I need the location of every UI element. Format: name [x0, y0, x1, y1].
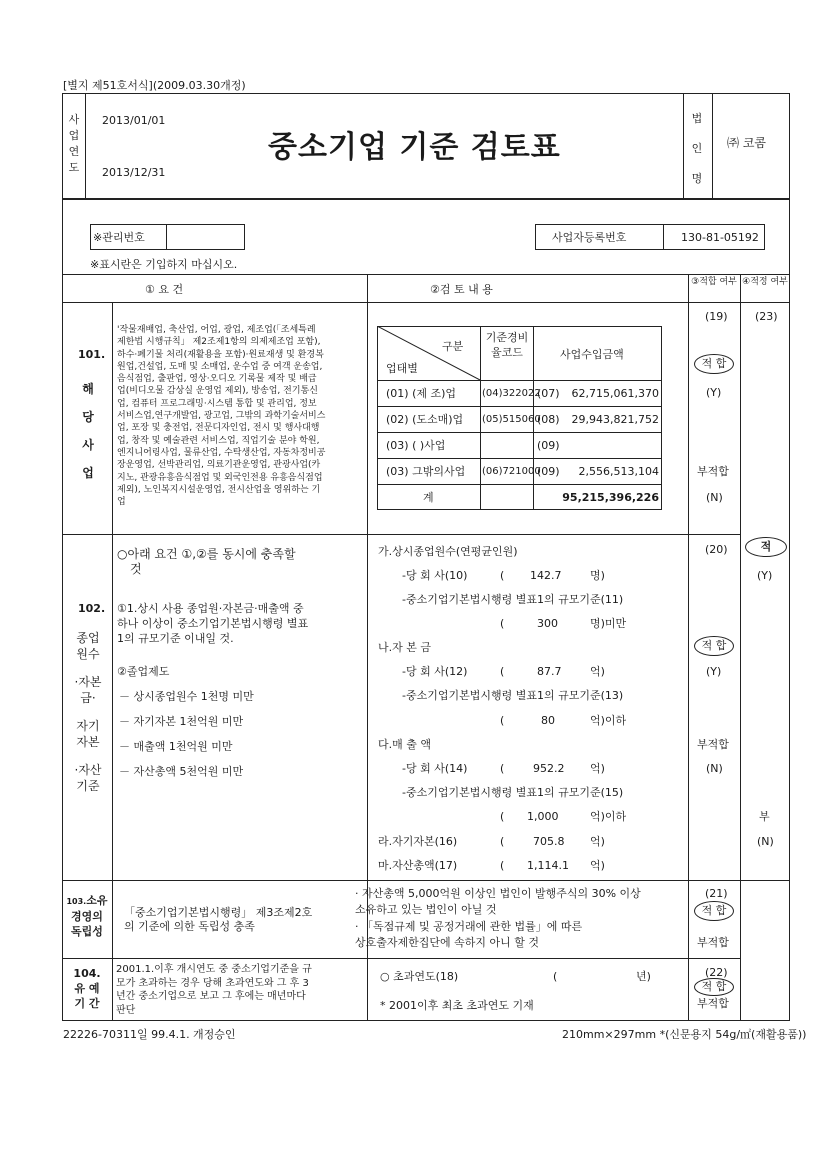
s102-c-company: -당 회 사(14) [402, 762, 468, 775]
table-row-name: (03) 그밖의사업 [386, 465, 466, 478]
s102-a-std-value: 300 [537, 617, 558, 630]
s103-review: 소유하고 있는 법인이 아닐 것 [355, 903, 497, 916]
mgmt-number-field [167, 225, 244, 249]
s102-b-value: 87.7 [537, 665, 562, 678]
s103-review: 상호출자제한집단에 속하지 아니 할 것 [355, 936, 540, 949]
corp-name: ㈜ 코콤 [727, 136, 766, 150]
s102-c-title: 다.매 출 액 [378, 738, 431, 751]
table-total-label: 계 [423, 491, 434, 504]
s102-req-item: － 상시종업원수 1천명 미만 [119, 690, 254, 703]
table-row-no: (09) [537, 465, 560, 478]
s101-fit-n: (N) [706, 491, 723, 504]
s103-fit-number: (21) [705, 887, 728, 900]
s102-final-yes: 적 [745, 537, 787, 557]
s102-req-item: － 자산총액 5천억원 미만 [119, 765, 244, 778]
table-row-name: (02) (도소매)업 [386, 413, 464, 426]
col-final: ④적정 여부 [742, 277, 788, 287]
s102-fit-number: (20) [705, 543, 728, 556]
s104-title: 104. 유 예 기 간 [73, 967, 101, 1010]
s102-e-value: 1,114.1 [527, 859, 569, 872]
s104-requirement: 2001.1.이후 개시연도 중 중소기업기준을 규 모가 초과하는 경우 당해 초과연도와 그 후 3 년간 중소기업으로 보고 그 후에는 매년마다 판단 [116, 964, 312, 1016]
table-row-no: (07) [537, 387, 560, 400]
s104-review-note: * 2001이후 최초 초과연도 기재 [380, 999, 534, 1012]
s103-req: 의 기준에 의한 독립성 충족 [124, 920, 255, 933]
s102-b-std: -중소기업기본법시행령 별표1의 규모기준(13) [402, 689, 624, 702]
table-row-amount: 29,943,821,752 [571, 413, 659, 426]
table-head-amount: 사업수입금액 [560, 348, 624, 361]
s102-b-title: 나.자 본 금 [378, 641, 431, 654]
s102-intro-1: ○아래 요건 ①,②를 동시에 충족할 [117, 547, 296, 561]
s102-req-one: 1의 규모기준 이내일 것. [117, 632, 234, 645]
s102-title: 종업 원수 ·자본 금· 자기 자본 ·자산 기준 [74, 631, 102, 793]
s103-req: 「중소기업기본법시행령」 제3조제2호 [124, 906, 313, 919]
s102-c-std-unit: 억)이하 [590, 810, 627, 823]
corp-label: 법인명 [691, 112, 703, 185]
s102-c-std: -중소기업기본법시행령 별표1의 규모기준(15) [402, 786, 624, 799]
s102-fit-y: (Y) [706, 665, 722, 678]
s103-fit-yes: 적 합 [694, 901, 734, 921]
period-start: 2013/01/01 [102, 114, 166, 127]
s102-c-unit: 억) [590, 762, 605, 775]
table-row-amount: 2,556,513,104 [578, 465, 659, 478]
s102-a-unit: 명) [590, 569, 605, 582]
table-row-no: (08) [537, 413, 560, 426]
reg-label: 사업자등록번호 [552, 231, 627, 244]
paren: ( [500, 665, 505, 678]
table-row-code: (06)721000 [482, 466, 541, 477]
s102-e-unit: 억) [590, 859, 605, 872]
s101-fit-no: 부적합 [697, 465, 729, 478]
table-row-code: (04)322022 [482, 388, 541, 399]
s102-final-no: 부 [759, 810, 770, 823]
paren: ( [500, 569, 505, 582]
s101-number: 101. [78, 348, 106, 361]
col-review: ②검 토 내 용 [430, 283, 493, 296]
footer-left: 22226-70311일 99.4.1. 개정승인 [63, 1028, 236, 1041]
paren: ( [500, 835, 505, 848]
paren: ( [500, 617, 505, 630]
s102-a-std: -중소기업기본법시행령 별표1의 규모기준(11) [402, 593, 624, 606]
s102-b-std-unit: 억)이하 [590, 714, 627, 727]
s102-d-value: 705.8 [533, 835, 565, 848]
s102-number: 102. [78, 602, 106, 615]
table-row-name: (03) ( )사업 [386, 439, 446, 452]
s102-req-item: － 매출액 1천억원 미만 [119, 740, 233, 753]
paren: ( [500, 859, 505, 872]
paren: ( [500, 762, 505, 775]
col-fit: ③적합 여부 [691, 277, 737, 287]
s103-fit-no: 부적합 [697, 936, 729, 949]
s102-final-n: (N) [757, 835, 774, 848]
s104-fit-no: 부적합 [697, 997, 729, 1010]
form-code: [별지 제51호서식](2009.03.30개정) [63, 79, 246, 92]
s102-intro-2: 것 [130, 562, 142, 576]
col-requirement: ① 요 건 [145, 283, 184, 296]
table-row-no: (09) [537, 439, 560, 452]
paren: ( [500, 810, 505, 823]
s102-fit-yes: 적 합 [694, 636, 734, 656]
s102-a-value: 142.7 [530, 569, 562, 582]
s102-req-two: ②졸업제도 [117, 665, 170, 678]
s102-req-one: 하나 이상이 중소기업기본법시행령 별표 [117, 617, 309, 630]
s102-a-company: -당 회 사(10) [402, 569, 468, 582]
s102-d-unit: 억) [590, 835, 605, 848]
s101-requirement: '작물재배업, 축산업, 어업, 광업, 제조업(「조세특례 제한법 시행규칙」 제2조제1항의 의제제조업 포함), 하수·폐기물 처리(재활용을 포함)·원료재생 및 환경복 원업,건설업, 도매 및 소매업, 운수업 중 여객 운송업, 음식점업, 출판업, 영상·오디오 기록물 제작 및 배급 업(비디오물 감상실 운영업 제외), 방송업, 전기통신 업, 컴퓨터 프로그래밍·시스템 통합 및 관리업, 정보 서비스업,연구개발업, 광고업, 그밖의 과학기술서비스 업, 포장 및 충전업, 전문디자인업, 전시 및 행사대행 업, 창작 및 예술관련 서비스업, 직업기술 분야 학원, 엔지니어링사업, 물류산업, 수탁생산업, 자동차정비공 장운영업, 선박관리업, 의료기관운영업, 관광사업(카 지노, 관광유흥음식점업 및 외국인전용 유흥음식점업 제외), 노인복지시설운영업, 전시산업을 영위하는 기 업 [117, 325, 326, 508]
table-head-gubun: 구분 [442, 340, 464, 353]
table-row-amount: 62,715,061,370 [571, 387, 659, 400]
table-row-name: (01) (제 조)업 [386, 387, 457, 400]
s101-fit-yes: 적 합 [694, 354, 734, 374]
s102-b-unit: 억) [590, 665, 605, 678]
s102-b-std-value: 80 [541, 714, 555, 727]
s102-req-item: － 자기자본 1천억원 미만 [119, 715, 244, 728]
mgmt-label: ※관리번호 [93, 231, 145, 244]
period-end: 2013/12/31 [102, 166, 166, 179]
page-title: 중소기업 기준 검토표 [268, 130, 561, 165]
s102-final-y: (Y) [757, 569, 773, 582]
s102-req-one: ①1.상시 사용 종업원·자본금·매출액 중 [117, 602, 304, 615]
s102-a-std-unit: 명)미만 [590, 617, 627, 630]
s102-a-title: 가.상시종업원수(연평균인원) [378, 545, 518, 558]
period-label: 사업연도 [68, 113, 80, 174]
paren: ( [500, 714, 505, 727]
s102-fit-no: 부적합 [697, 738, 729, 751]
s101-fit-number: (19) [705, 310, 728, 323]
reg-number: 130-81-05192 [681, 231, 759, 244]
s103-review: · 「독점규제 및 공정거래에 관한 법률」에 따른 [355, 920, 583, 933]
s102-c-value: 952.2 [533, 762, 565, 775]
s101-title: 해당사업 [82, 382, 94, 480]
table-head-code: 기준경비율코드 [485, 331, 529, 359]
footer-right: 210mm×297mm *(신문용지 54g/㎡(재활용품)) [562, 1028, 807, 1041]
s102-c-std-value: 1,000 [527, 810, 559, 823]
s104-fit-yes: 적 합 [694, 978, 734, 996]
s102-d-title: 라.자기자본(16) [378, 835, 458, 848]
s104-fit-number: (22) [705, 966, 728, 979]
s103-review: · 자산총액 5,000억원 이상인 법인이 발행주식의 30% 이상 [355, 887, 641, 900]
table-head-biz: 업태별 [386, 362, 418, 375]
table-total-amount: 95,215,396,226 [562, 491, 659, 504]
s102-e-title: 마.자산총액(17) [378, 859, 458, 872]
s104-review-unit: 년) [636, 970, 651, 983]
s101-fit-y: (Y) [706, 386, 722, 399]
s101-final-number: (23) [755, 310, 778, 323]
mgmt-note: ※표시란은 기입하지 마십시오. [90, 258, 238, 271]
s103-title: 103.소유 경영의 독립성 [66, 894, 108, 938]
s104-review-label: ○ 초과연도(18) [380, 970, 459, 983]
table-row-code: (05)515060 [482, 414, 541, 425]
paren: ( [553, 970, 558, 983]
s102-fit-n: (N) [706, 762, 723, 775]
s102-b-company: -당 회 사(12) [402, 665, 468, 678]
